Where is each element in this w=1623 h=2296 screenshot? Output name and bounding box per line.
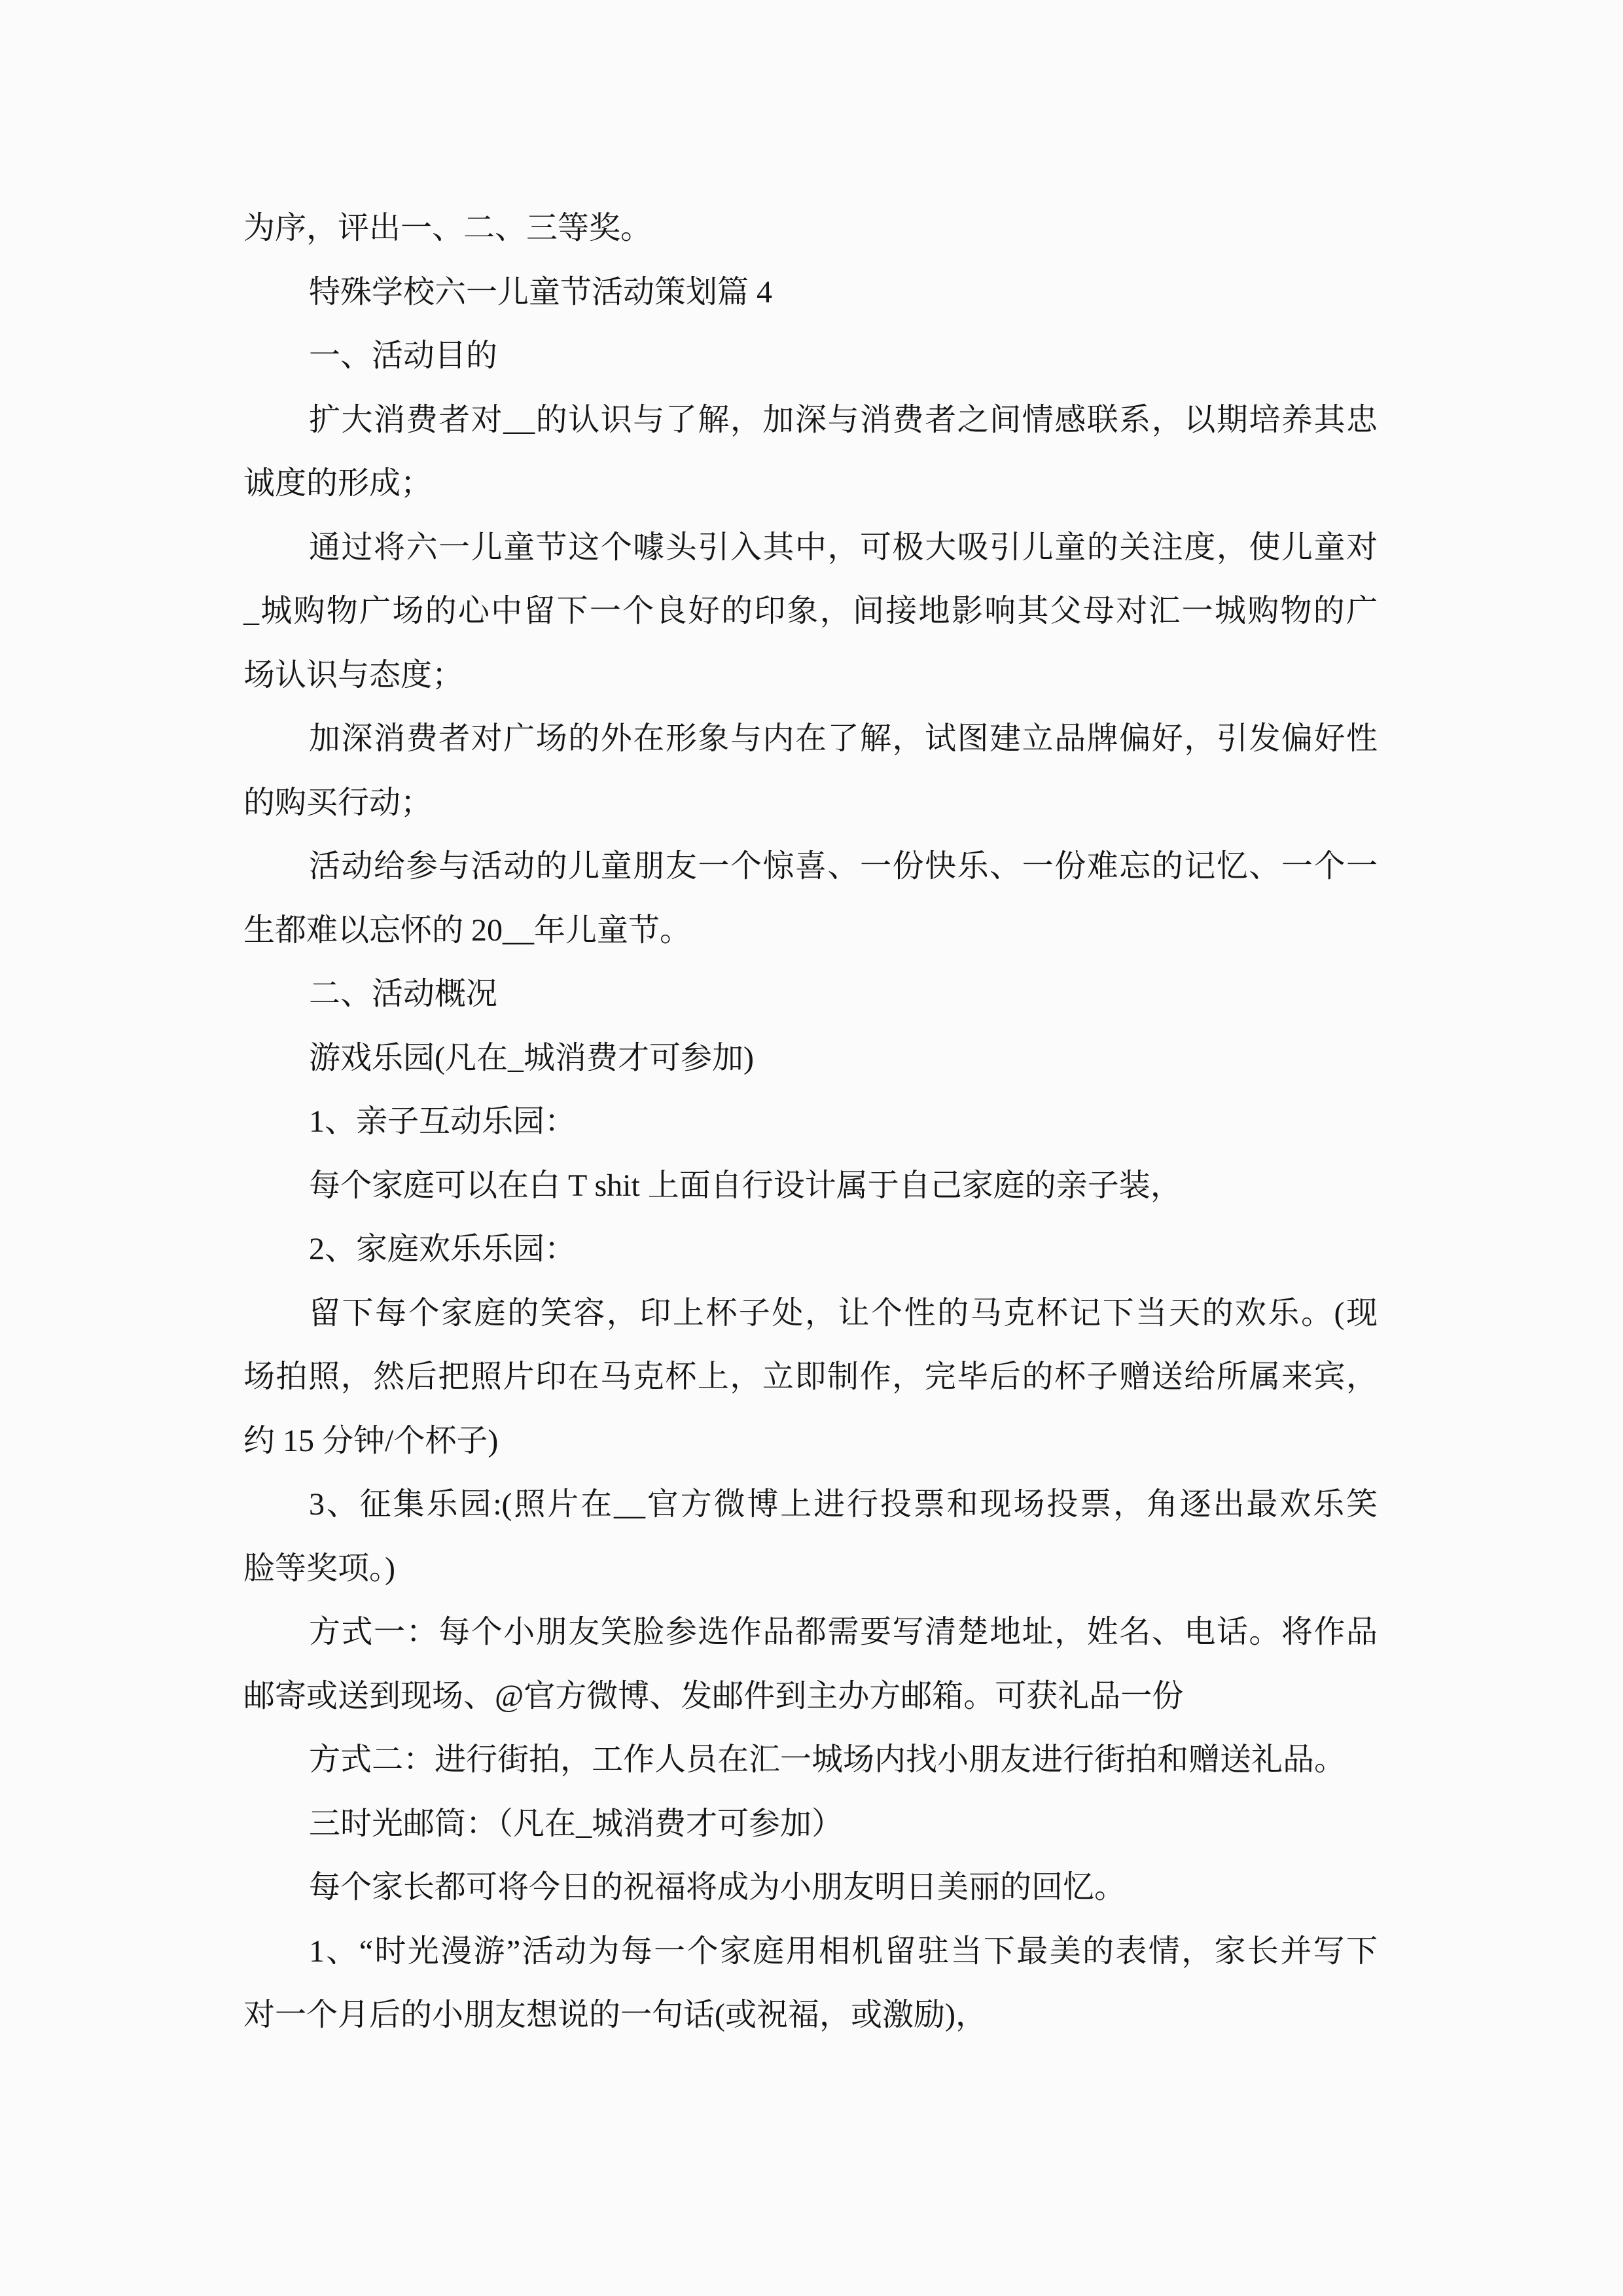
text-line: 的购买行动； (243, 785, 433, 820)
text-line: 每个家长都可将今日的祝福将成为小朋友明日美丽的回忆。 (309, 1870, 1126, 1905)
document-text-block (243, 196, 1378, 2047)
text-line: 留下每个家庭的笑容，印上杯子处，让个性的马克杯记下当天的欢乐。(现 (309, 1295, 1378, 1331)
text-line: 每个家庭可以在白 T shit 上面自行设计属于自己家庭的亲子装， (309, 1168, 1182, 1203)
text-line: 场认识与态度； (243, 657, 464, 692)
text-line: 诚度的形成； (243, 466, 433, 501)
text-line: 特殊学校六一儿童节活动策划篇 4 (309, 274, 773, 310)
text-line: 通过将六一儿童节这个噱头引入其中，可极大吸引儿童的关注度，使儿童对 (309, 529, 1378, 565)
text-line: 二、活动概况 (309, 977, 498, 1011)
text-line: 生都难以忘怀的 20__年儿童节。 (243, 912, 692, 948)
text-line: 对一个月后的小朋友想说的一句话(或祝福，或激励)， (243, 1998, 987, 2032)
text-line: 3、征集乐园:(照片在__官方微博上进行投票和现场投票，角逐出最欢乐笑 (309, 1487, 1378, 1522)
text-line: 方式一：每个小朋友笑脸参选作品都需要写清楚地址，姓名、电话。将作品 (309, 1615, 1378, 1649)
text-line: 2、家庭欢乐乐园： (309, 1232, 577, 1266)
text-line: 游戏乐园(凡在_城消费才可参加) (309, 1040, 754, 1075)
text-line: 邮寄或送到现场、@官方微博、发邮件到主办方邮箱。可获礼品一份 (243, 1678, 1184, 1713)
text-line: 脸等奖项。) (243, 1551, 395, 1586)
text-line: 一、活动目的 (309, 338, 498, 373)
text-line: 1、“时光漫游”活动为每一个家庭用相机留驻当下最美的表情，家长并写下 (309, 1933, 1378, 1969)
text-line: 三时光邮筒：（凡在_城消费才可参加） (309, 1806, 844, 1841)
text-line: _城购物广场的心中留下一个良好的印象，间接地影响其父母对汇一城购物的广 (243, 594, 1378, 628)
text-line: 方式二：进行街拍，工作人员在汇一城场内找小朋友进行街拍和赠送礼品。 (309, 1742, 1346, 1777)
text-line: 1、亲子互动乐园： (309, 1104, 577, 1139)
text-line: 约 15 分钟/个杯子) (243, 1423, 499, 1458)
text-line: 扩大消费者对__的认识与了解，加深与消费者之间情感联系，以期培养其忠 (309, 402, 1378, 437)
text-line: 场拍照，然后把照片印在马克杯上，立即制作，完毕后的杯子赠送给所属来宾， (243, 1359, 1378, 1394)
text-line: 活动给参与活动的儿童朋友一个惊喜、一份快乐、一份难忘的记忆、一个一 (309, 849, 1378, 884)
text-line: 为序，评出一、二、三等奖。 (243, 211, 652, 245)
text-line: 加深消费者对广场的外在形象与内在了解，试图建立品牌偏好，引发偏好性 (309, 721, 1378, 756)
